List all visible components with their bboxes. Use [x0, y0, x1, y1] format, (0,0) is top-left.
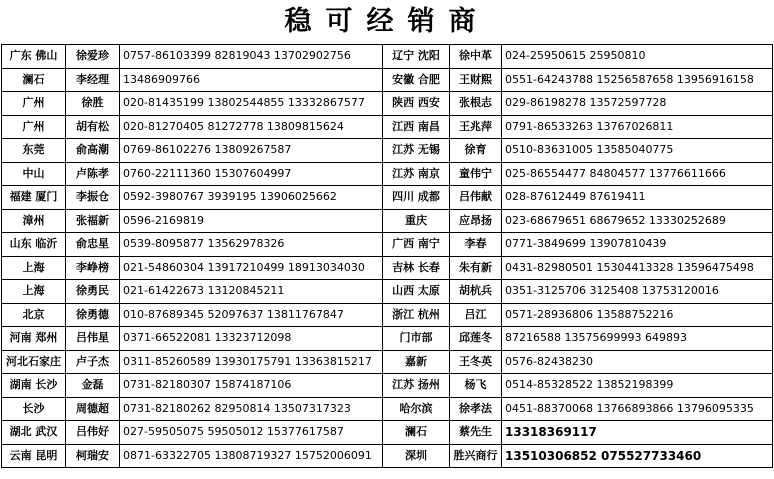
left-name-cell: 李峥榜 — [66, 256, 120, 280]
table-row — [2, 327, 773, 351]
right-phone-cell: 025-86554477 84804577 13776611666 — [502, 162, 773, 186]
left-region-cell: 湖南 长沙 — [2, 374, 66, 398]
right-region-cell: 哈尔滨 — [383, 397, 450, 421]
table-row — [2, 397, 773, 421]
right-phone-cell: 0431-82980501 15304413328 13596475498 — [502, 256, 773, 280]
right-region-cell: 吉林 长春 — [383, 256, 450, 280]
dealer-table-body — [2, 45, 773, 468]
table-row — [2, 209, 773, 233]
left-region-cell: 上海 — [2, 256, 66, 280]
right-phone-cell: 0351-3125706 3125408 13753120016 — [502, 280, 773, 304]
left-phone-cell: 0311-85260589 13930175791 13363815217 — [120, 350, 383, 374]
left-region-cell: 广州 — [2, 115, 66, 139]
right-region-cell: 江西 南昌 — [383, 115, 450, 139]
left-name-cell: 徐勇民 — [66, 280, 120, 304]
right-region-cell: 嘉新 — [383, 350, 450, 374]
left-name-cell: 金磊 — [66, 374, 120, 398]
left-region-cell: 山东 临沂 — [2, 233, 66, 257]
right-name-cell: 王兆萍 — [450, 115, 502, 139]
left-region-cell: 河北石家庄 — [2, 350, 66, 374]
right-region-cell: 广西 南宁 — [383, 233, 450, 257]
right-region-cell: 江苏 扬州 — [383, 374, 450, 398]
table-row — [2, 92, 773, 116]
right-phone-cell: 0510-83631005 13585040775 — [502, 139, 773, 163]
right-region-cell: 澜石 — [383, 421, 450, 445]
left-name-cell: 俞忠星 — [66, 233, 120, 257]
left-name-cell: 徐勇德 — [66, 303, 120, 327]
right-name-cell: 吕江 — [450, 303, 502, 327]
right-phone-cell: 0576-82438230 — [502, 350, 773, 374]
page-title: 稳可经销商 — [284, 6, 490, 37]
left-name-cell: 吕伟星 — [66, 327, 120, 351]
table-row — [2, 139, 773, 163]
table-row — [2, 256, 773, 280]
left-phone-cell: 027-59505075 59505012 15377617587 — [120, 421, 383, 445]
right-region-cell: 陕西 西安 — [383, 92, 450, 116]
right-phone-cell: 87216588 13575699993 649893 — [502, 327, 773, 351]
right-phone-cell: 0551-64243788 15256587658 13956916158 — [502, 68, 773, 92]
left-name-cell: 柯瑞安 — [66, 444, 120, 468]
table-row — [2, 186, 773, 210]
left-region-cell: 漳州 — [2, 209, 66, 233]
right-phone-cell: 0771-3849699 13907810439 — [502, 233, 773, 257]
right-region-cell: 江苏 无锡 — [383, 139, 450, 163]
left-phone-cell: 021-54860304 13917210499 18913034030 — [120, 256, 383, 280]
right-name-cell: 朱有新 — [450, 256, 502, 280]
left-phone-cell: 021-61422673 13120845211 — [120, 280, 383, 304]
right-name-cell: 杨飞 — [450, 374, 502, 398]
left-name-cell: 俞高潮 — [66, 139, 120, 163]
left-region-cell: 长沙 — [2, 397, 66, 421]
right-region-cell: 重庆 — [383, 209, 450, 233]
right-phone-cell: 13510306852 075527733460 — [502, 444, 773, 468]
right-name-cell: 徐育 — [450, 139, 502, 163]
dealer-table — [1, 44, 773, 468]
right-region-cell: 浙江 杭州 — [383, 303, 450, 327]
right-name-cell: 吕伟献 — [450, 186, 502, 210]
right-phone-cell: 0451-88370068 13766893866 13796095335 — [502, 397, 773, 421]
left-phone-cell: 0592-3980767 3939195 13906025662 — [120, 186, 383, 210]
right-phone-cell: 0571-28936806 13588752216 — [502, 303, 773, 327]
right-region-cell: 山西 太原 — [383, 280, 450, 304]
right-region-cell: 四川 成都 — [383, 186, 450, 210]
left-name-cell: 徐胜 — [66, 92, 120, 116]
left-region-cell: 澜石 — [2, 68, 66, 92]
left-name-cell: 吕伟好 — [66, 421, 120, 445]
left-name-cell: 李振仓 — [66, 186, 120, 210]
right-name-cell: 李春 — [450, 233, 502, 257]
right-name-cell: 胜兴商行 — [450, 444, 502, 468]
left-name-cell: 卢子杰 — [66, 350, 120, 374]
left-name-cell: 徐爱珍 — [66, 45, 120, 69]
right-name-cell: 徐中革 — [450, 45, 502, 69]
right-phone-cell: 0791-86533263 13767026811 — [502, 115, 773, 139]
right-name-cell: 邱莲冬 — [450, 327, 502, 351]
table-row — [2, 68, 773, 92]
left-region-cell: 河南 郑州 — [2, 327, 66, 351]
right-phone-cell: 028-87612449 87619411 — [502, 186, 773, 210]
left-name-cell: 张福新 — [66, 209, 120, 233]
left-region-cell: 东莞 — [2, 139, 66, 163]
left-name-cell: 胡有松 — [66, 115, 120, 139]
left-name-cell: 卢陈孝 — [66, 162, 120, 186]
left-name-cell: 周德超 — [66, 397, 120, 421]
left-region-cell: 广州 — [2, 92, 66, 116]
left-phone-cell: 13486909766 — [120, 68, 383, 92]
table-row — [2, 374, 773, 398]
left-region-cell: 北京 — [2, 303, 66, 327]
table-row — [2, 115, 773, 139]
table-row — [2, 350, 773, 374]
right-name-cell: 应昂扬 — [450, 209, 502, 233]
right-region-cell: 门市部 — [383, 327, 450, 351]
table-row — [2, 303, 773, 327]
left-phone-cell: 0731-82180307 15874187106 — [120, 374, 383, 398]
table-row — [2, 45, 773, 69]
left-phone-cell: 0731-82180262 82950814 13507317323 — [120, 397, 383, 421]
left-phone-cell: 0871-63322705 13808719327 15752006091 — [120, 444, 383, 468]
right-phone-cell: 024-25950615 25950810 — [502, 45, 773, 69]
right-name-cell: 蔡先生 — [450, 421, 502, 445]
right-name-cell: 张根志 — [450, 92, 502, 116]
left-phone-cell: 0596-2169819 — [120, 209, 383, 233]
right-phone-cell: 0514-85328522 13852198399 — [502, 374, 773, 398]
right-name-cell: 胡杭兵 — [450, 280, 502, 304]
right-region-cell: 安徽 合肥 — [383, 68, 450, 92]
left-region-cell: 中山 — [2, 162, 66, 186]
table-row — [2, 162, 773, 186]
right-phone-cell: 023-68679651 68679652 13330252689 — [502, 209, 773, 233]
right-name-cell: 王冬英 — [450, 350, 502, 374]
left-phone-cell: 010-87689345 52097637 13811767847 — [120, 303, 383, 327]
left-phone-cell: 0769-86102276 13809267587 — [120, 139, 383, 163]
left-phone-cell: 0371-66522081 13323712098 — [120, 327, 383, 351]
right-region-cell: 江苏 南京 — [383, 162, 450, 186]
left-region-cell: 广东 佛山 — [2, 45, 66, 69]
left-region-cell: 上海 — [2, 280, 66, 304]
left-region-cell: 云南 昆明 — [2, 444, 66, 468]
right-region-cell: 深圳 — [383, 444, 450, 468]
table-row — [2, 233, 773, 257]
right-phone-cell: 13318369117 — [502, 421, 773, 445]
left-phone-cell: 0539-8095877 13562978326 — [120, 233, 383, 257]
left-phone-cell: 0757-86103399 82819043 13702902756 — [120, 45, 383, 69]
right-region-cell: 辽宁 沈阳 — [383, 45, 450, 69]
left-region-cell: 福建 厦门 — [2, 186, 66, 210]
right-name-cell: 王财熙 — [450, 68, 502, 92]
right-name-cell: 童伟宁 — [450, 162, 502, 186]
left-phone-cell: 020-81435199 13802544855 13332867577 — [120, 92, 383, 116]
right-name-cell: 徐孝法 — [450, 397, 502, 421]
table-row — [2, 280, 773, 304]
left-name-cell: 李经理 — [66, 68, 120, 92]
left-phone-cell: 0760-22111360 15307604997 — [120, 162, 383, 186]
left-region-cell: 湖北 武汉 — [2, 421, 66, 445]
right-phone-cell: 029-86198278 13572597728 — [502, 92, 773, 116]
left-phone-cell: 020-81270405 81272778 13809815624 — [120, 115, 383, 139]
table-row — [2, 444, 773, 468]
table-row — [2, 421, 773, 445]
